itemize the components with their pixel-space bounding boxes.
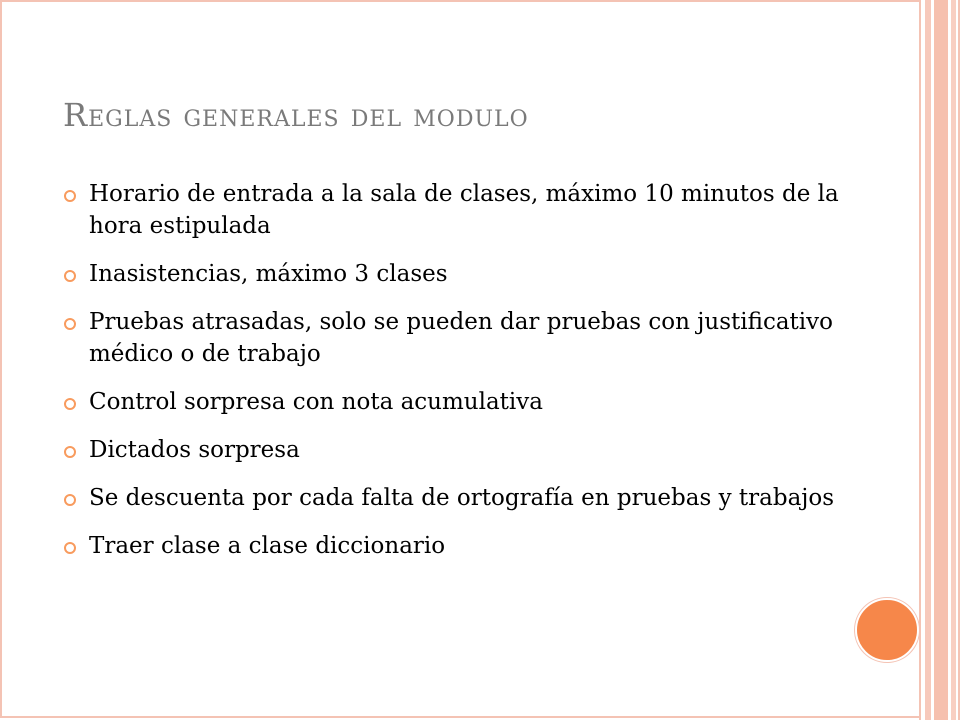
decorative-stripe	[934, 0, 948, 720]
bullet-text: Control sorpresa con nota acumulativa	[89, 389, 543, 415]
list-item	[62, 434, 862, 466]
bullet-text: Inasistencias, máximo 3 clases	[89, 261, 448, 287]
decorative-stripe	[925, 0, 931, 720]
decorative-stripe	[919, 0, 921, 720]
bullet-text: Traer clase a clase diccionario	[89, 533, 446, 559]
bullet-text: Se descuenta por cada falta de ortografía en pruebas y trabajos	[89, 485, 835, 511]
bullet-text: Horario de entrada a la sala de clases, máximo 10 minutos de la hora estipulada	[89, 181, 839, 239]
decorative-stripe	[951, 0, 956, 720]
slide-title: Reglas generales del modulo	[63, 96, 529, 134]
bullet-icon	[64, 542, 76, 554]
bullet-icon	[64, 446, 76, 458]
list-item	[62, 530, 862, 562]
orange-circle-decoration	[855, 598, 919, 662]
bullet-icon	[64, 318, 76, 330]
list-item	[62, 482, 862, 514]
list-item	[62, 306, 862, 370]
list-item	[62, 258, 862, 290]
bullet-list	[62, 178, 862, 578]
bullet-icon	[64, 494, 76, 506]
list-item	[62, 178, 862, 242]
bullet-icon	[64, 270, 76, 282]
bullet-text: Dictados sorpresa	[89, 437, 300, 463]
list-item	[62, 386, 862, 418]
bullet-icon	[64, 398, 76, 410]
bullet-text: Pruebas atrasadas, solo se pueden dar pruebas con justificativo médico o de trabajo	[89, 309, 833, 367]
bullet-icon	[64, 190, 76, 202]
